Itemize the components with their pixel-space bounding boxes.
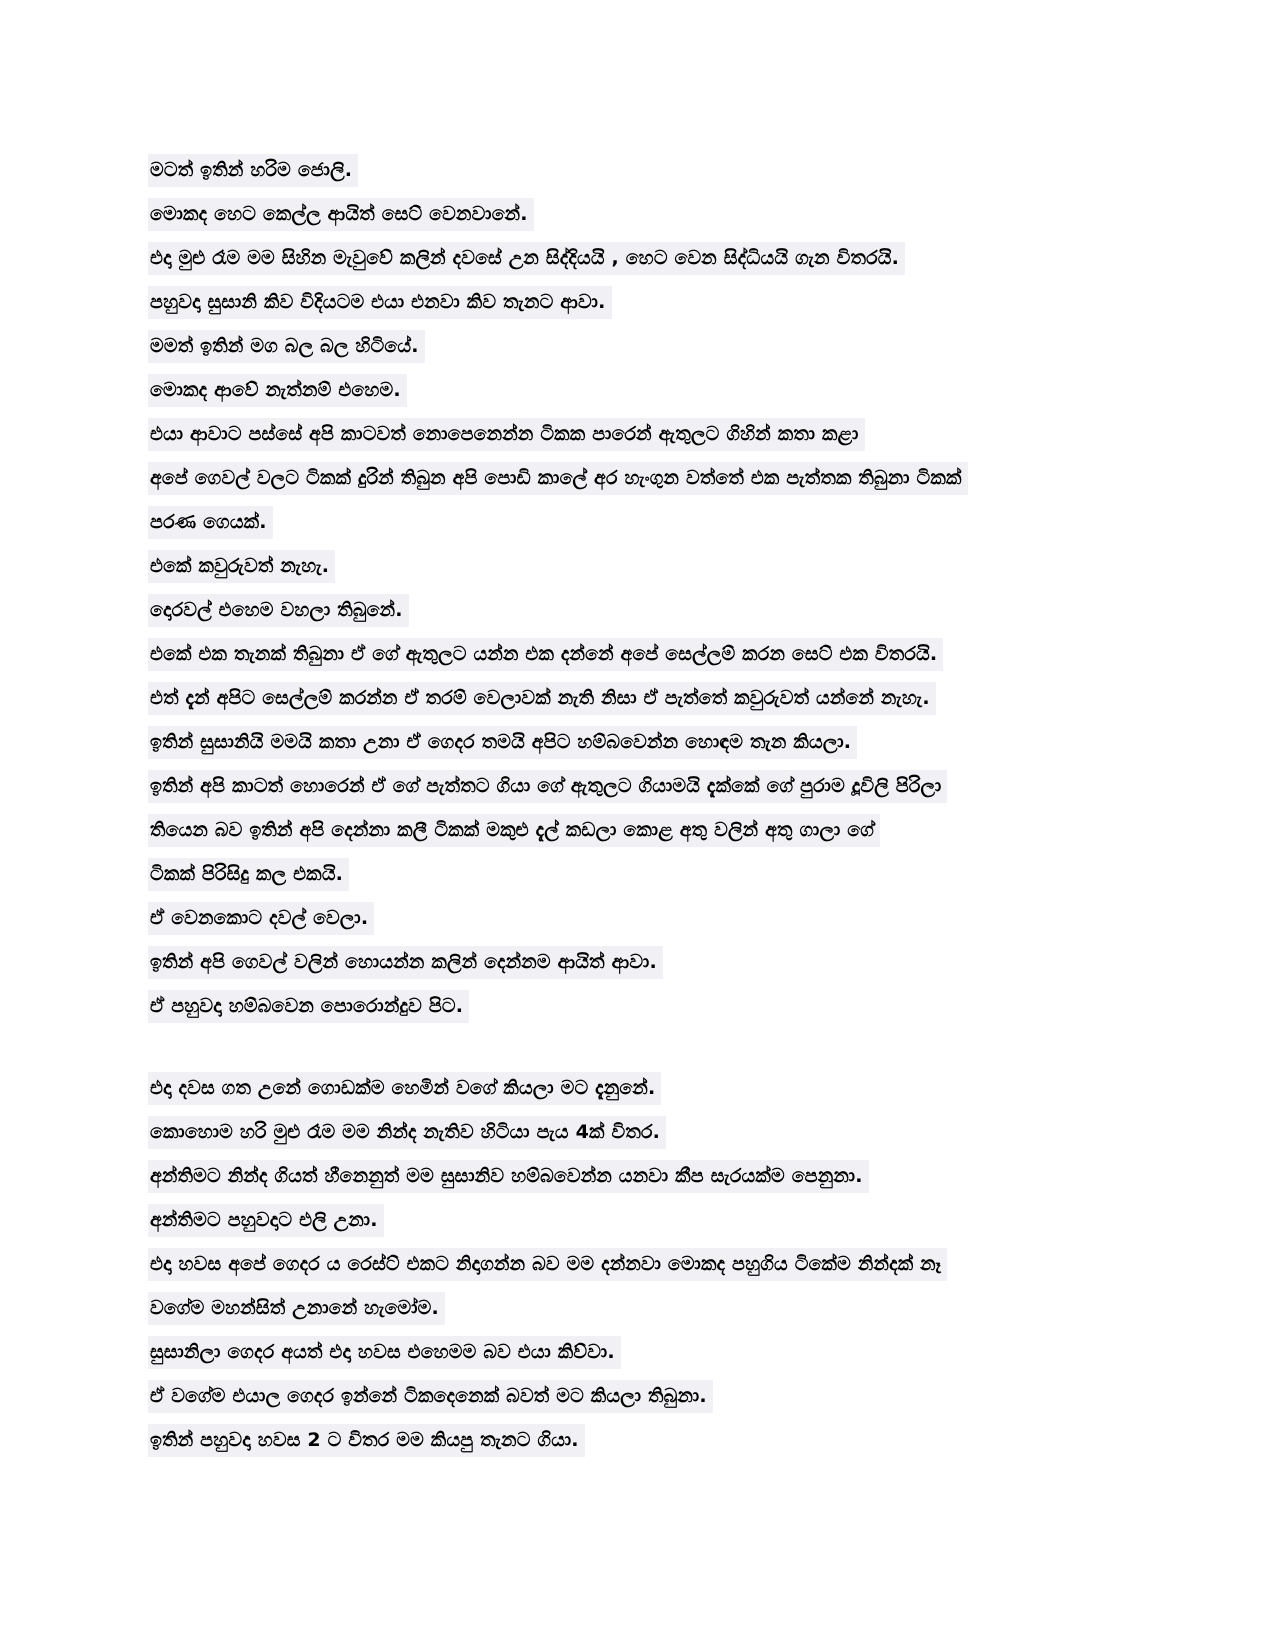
text-line [148, 1374, 1148, 1418]
text-line [148, 544, 1148, 588]
line-text: අන්තිමට පහුවදාට එලි උනා. [148, 1204, 384, 1237]
line-text: ඉතින් අපි කාටත් හොරෙන් ඒ ගේ පැත්තට ගියා ගේ ඇතුලට ගියාමයි දැක්කේ ගේ පුරාම දූවිලි පිරිලා [148, 770, 947, 803]
line-text: වගේම මහන්සිත් උනානේ හැමෝම. [148, 1292, 445, 1325]
line-text: එදා දවස ගත උනේ ගොඩක්ම හෙමින් වගේ කියලා මට දැනුනේ. [148, 1072, 661, 1105]
line-text: මමත් ඉතින් මග බල බල හිටියේ. [148, 330, 425, 363]
text-line [148, 456, 1148, 500]
line-text: ඒ පහුවදා හම්බවෙන පොරොන්දුව පිට. [148, 990, 469, 1023]
line-text: පහුවදා සුසානි කිව විදියටම එයා එනවා කිව තැනට ආවා. [148, 286, 612, 319]
line-text: ඒ වගේම එයාල ගෙදර ඉන්නේ ටිකදෙනෙක් බවත් මට කියලා තිබුනා. [148, 1380, 713, 1413]
text-line [148, 1286, 1148, 1330]
text-line [148, 676, 1148, 720]
line-text: තියෙන බව ඉතින් අපි දෙන්නා කලී ටිකක් මකුළු දැල් කඩලා කොළ අතු වලින් අතු ගාලා ගේ [148, 814, 880, 847]
text-line [148, 192, 1148, 236]
text-line [148, 1198, 1148, 1242]
text-line [148, 984, 1148, 1028]
text-line [148, 852, 1148, 896]
line-text: කොහොම හරි මුළු රෑම මම නින්ද නැතිව හිටියා පැය 4ක් විතර. [148, 1116, 666, 1149]
text-line [148, 588, 1148, 632]
text-line [148, 1330, 1148, 1374]
line-text: ඉතින් අපි ගෙවල් වලින් හොයන්න කලින් දෙන්නම ආයිත් ආවා. [148, 946, 663, 979]
text-line [148, 720, 1148, 764]
line-text: අන්තිමට නින්ද ගියත් හීනෙනුත් මම සුසානිව හම්බවෙන්න යනවා කීප සැරයක්ම පෙනුනා. [148, 1160, 869, 1193]
text-line [148, 764, 1148, 808]
line-text: අපේ ගෙවල් වලට ටිකක් දුරින් තිබුන අපි පොඩි කාලේ අර හැංගුන වත්තේ එක පැත්තක තිබුනා ටිකක් [148, 462, 968, 495]
text-line [148, 324, 1148, 368]
line-text: මොකද ආවේ නැත්නම් එහෙම. [148, 374, 407, 407]
paragraph-2 [148, 1066, 1148, 1462]
line-text: එකේ කවුරුවත් නැහැ. [148, 550, 335, 583]
text-line [148, 1154, 1148, 1198]
line-text: සුසානිලා ගෙදර අයත් එදා හවස එහෙමම බව එයා කිව්වා. [148, 1336, 621, 1369]
line-text: ටිකක් පිරිසිදු කල එකයි. [148, 858, 349, 891]
line-text: ඉතින් සුසානියි මමයි කතා උනා ඒ ගෙදර තමයි අපිට හම්බවෙන්න හොඳම තැන කියලා. [148, 726, 857, 759]
line-text: මටත් ඉතින් හරිම ජොලි. [148, 154, 358, 187]
line-text: එදා හවස අපේ ගෙදර ය රෙස්ට් එකට නිදාගන්න බව මම දන්නවා මොකද පහුගිය ටිකේම නින්දක් නෑ [148, 1248, 947, 1281]
line-text: මොකද හෙට කෙල්ල ආයිත් සෙට් වෙනවානේ. [148, 198, 534, 231]
line-text: එත් දැන් අපිට සෙල්ලම් කරන්න ඒ තරම් වෙලාවක් නැති නිසා ඒ පැත්තේ කවුරුවත් යන්නේ නැහැ. [148, 682, 936, 715]
paragraph-1 [148, 148, 1148, 1028]
line-text: පරණ ගෙයක්. [148, 506, 273, 539]
line-text: ඉතින් පහුවදා හවස 2 ට විතර මම කියපු තැනට ගියා. [148, 1424, 585, 1457]
line-text: එකේ එක තැනක් තිබුනා ඒ ගේ ඇතුලට යන්න එක දන්නේ අපේ සෙල්ලම් කරන සෙට් එක විතරයි. [148, 638, 943, 671]
line-text: එදා මුළු රෑම මම සිහින මැවුවේ කලින් දවසේ උන සිද්දියයි , හෙට වෙන සිද්ධියයි ගැන විතරයි. [148, 242, 905, 275]
text-line [148, 896, 1148, 940]
text-line [148, 808, 1148, 852]
text-line [148, 940, 1148, 984]
text-line [148, 148, 1148, 192]
text-line [148, 1110, 1148, 1154]
text-line [148, 1242, 1148, 1286]
line-text: එයා ආවාට පස්සේ අපි කාටවත් නොපෙනෙන්න ටිකක පාරෙන් ඇතුලට ගිහින් කතා කළා [148, 418, 865, 451]
text-line [148, 412, 1148, 456]
line-text: දොරවල් එහෙම වහලා තිබුනේ. [148, 594, 409, 627]
line-text: ඒ වෙනකොට දවල් වෙලා. [148, 902, 374, 935]
text-line [148, 368, 1148, 412]
text-line [148, 1066, 1148, 1110]
text-line [148, 1418, 1148, 1462]
text-line [148, 632, 1148, 676]
text-line [148, 500, 1148, 544]
text-line [148, 280, 1148, 324]
text-line [148, 236, 1148, 280]
